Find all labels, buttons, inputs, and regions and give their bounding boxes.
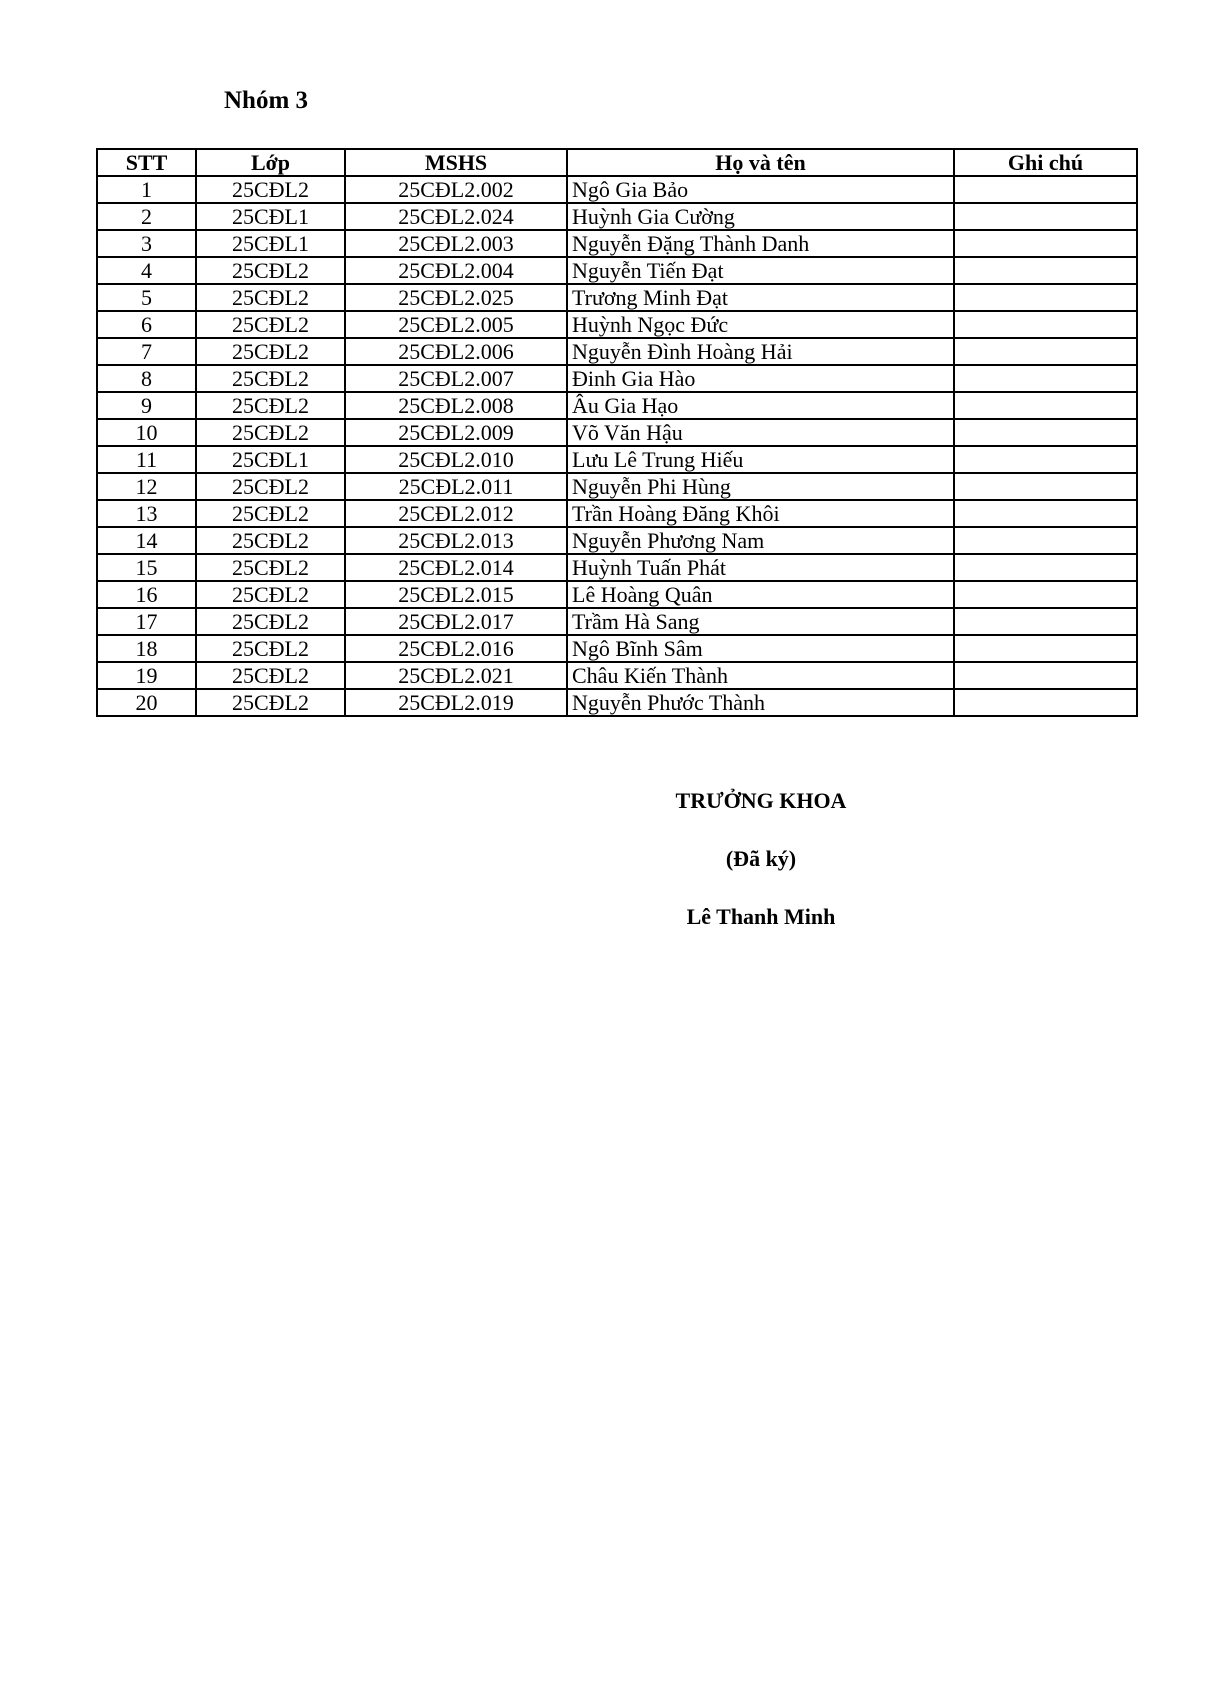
cell-note	[954, 257, 1137, 284]
cell-student-id: 25CĐL2.014	[345, 554, 567, 581]
cell-student-id: 25CĐL2.021	[345, 662, 567, 689]
cell-note	[954, 311, 1137, 338]
table-row	[97, 176, 1137, 203]
cell-class: 25CĐL2	[196, 338, 345, 365]
cell-full-name: Lưu Lê Trung Hiếu	[567, 446, 954, 473]
cell-stt: 14	[97, 527, 196, 554]
cell-note	[954, 554, 1137, 581]
table-row	[97, 608, 1137, 635]
table-row	[97, 527, 1137, 554]
cell-full-name: Lê Hoàng Quân	[567, 581, 954, 608]
cell-class: 25CĐL2	[196, 527, 345, 554]
cell-student-id: 25CĐL2.012	[345, 500, 567, 527]
table-row	[97, 473, 1137, 500]
table-row	[97, 635, 1137, 662]
table-row	[97, 392, 1137, 419]
table-row	[97, 338, 1137, 365]
table-row	[97, 662, 1137, 689]
cell-class: 25CĐL2	[196, 392, 345, 419]
cell-student-id: 25CĐL2.008	[345, 392, 567, 419]
cell-stt: 12	[97, 473, 196, 500]
cell-class: 25CĐL2	[196, 581, 345, 608]
cell-full-name: Nguyễn Phi Hùng	[567, 473, 954, 500]
cell-note	[954, 392, 1137, 419]
cell-note	[954, 338, 1137, 365]
cell-note	[954, 527, 1137, 554]
table-row	[97, 284, 1137, 311]
cell-student-id: 25CĐL2.003	[345, 230, 567, 257]
cell-student-id: 25CĐL2.007	[345, 365, 567, 392]
cell-stt: 15	[97, 554, 196, 581]
cell-class: 25CĐL2	[196, 176, 345, 203]
cell-note	[954, 500, 1137, 527]
cell-student-id: 25CĐL2.024	[345, 203, 567, 230]
cell-stt: 10	[97, 419, 196, 446]
table-row	[97, 554, 1137, 581]
cell-note	[954, 284, 1137, 311]
cell-note	[954, 230, 1137, 257]
cell-note	[954, 176, 1137, 203]
cell-full-name: Nguyễn Phương Nam	[567, 527, 954, 554]
cell-class: 25CĐL2	[196, 284, 345, 311]
header-stt: STT	[97, 149, 196, 176]
cell-full-name: Ngô Gia Bảo	[567, 176, 954, 203]
cell-class: 25CĐL1	[196, 230, 345, 257]
cell-student-id: 25CĐL2.006	[345, 338, 567, 365]
cell-full-name: Trần Hoàng Đăng Khôi	[567, 500, 954, 527]
cell-full-name: Nguyễn Tiến Đạt	[567, 257, 954, 284]
table-row	[97, 257, 1137, 284]
cell-stt: 20	[97, 689, 196, 716]
cell-stt: 7	[97, 338, 196, 365]
cell-note	[954, 635, 1137, 662]
cell-stt: 9	[97, 392, 196, 419]
cell-student-id: 25CĐL2.009	[345, 419, 567, 446]
cell-class: 25CĐL2	[196, 635, 345, 662]
cell-stt: 1	[97, 176, 196, 203]
cell-note	[954, 446, 1137, 473]
table-row	[97, 230, 1137, 257]
cell-note	[954, 662, 1137, 689]
table-row	[97, 446, 1137, 473]
header-student-id: MSHS	[345, 149, 567, 176]
cell-note	[954, 473, 1137, 500]
cell-stt: 3	[97, 230, 196, 257]
cell-class: 25CĐL2	[196, 365, 345, 392]
cell-student-id: 25CĐL2.015	[345, 581, 567, 608]
cell-full-name: Trầm Hà Sang	[567, 608, 954, 635]
cell-class: 25CĐL2	[196, 311, 345, 338]
cell-full-name: Nguyễn Phước Thành	[567, 689, 954, 716]
cell-stt: 19	[97, 662, 196, 689]
cell-stt: 5	[97, 284, 196, 311]
cell-full-name: Ngô Bĩnh Sâm	[567, 635, 954, 662]
cell-student-id: 25CĐL2.017	[345, 608, 567, 635]
cell-class: 25CĐL1	[196, 203, 345, 230]
cell-stt: 8	[97, 365, 196, 392]
cell-class: 25CĐL2	[196, 473, 345, 500]
cell-note	[954, 419, 1137, 446]
table-row	[97, 311, 1137, 338]
cell-note	[954, 608, 1137, 635]
cell-student-id: 25CĐL2.005	[345, 311, 567, 338]
cell-stt: 6	[97, 311, 196, 338]
cell-note	[954, 203, 1137, 230]
cell-class: 25CĐL1	[196, 446, 345, 473]
group-title: Nhóm 3	[224, 87, 309, 114]
table-row	[97, 500, 1137, 527]
cell-note	[954, 365, 1137, 392]
header-class: Lớp	[196, 149, 345, 176]
cell-student-id: 25CĐL2.002	[345, 176, 567, 203]
cell-full-name: Nguyễn Đình Hoàng Hải	[567, 338, 954, 365]
cell-student-id: 25CĐL2.013	[345, 527, 567, 554]
cell-stt: 16	[97, 581, 196, 608]
cell-class: 25CĐL2	[196, 662, 345, 689]
cell-class: 25CĐL2	[196, 500, 345, 527]
signature-status: (Đã ký)	[725, 846, 797, 871]
table-row	[97, 689, 1137, 716]
header-full-name: Họ và tên	[567, 149, 954, 176]
cell-full-name: Võ Văn Hậu	[567, 419, 954, 446]
cell-student-id: 25CĐL2.025	[345, 284, 567, 311]
cell-full-name: Châu Kiến Thành	[567, 662, 954, 689]
cell-student-id: 25CĐL2.004	[345, 257, 567, 284]
cell-stt: 13	[97, 500, 196, 527]
cell-full-name: Huỳnh Gia Cường	[567, 203, 954, 230]
cell-student-id: 25CĐL2.010	[345, 446, 567, 473]
table-row	[97, 419, 1137, 446]
cell-full-name: Nguyễn Đặng Thành Danh	[567, 230, 954, 257]
cell-student-id: 25CĐL2.016	[345, 635, 567, 662]
cell-note	[954, 689, 1137, 716]
cell-student-id: 25CĐL2.019	[345, 689, 567, 716]
table-header-row	[97, 149, 1137, 176]
header-note: Ghi chú	[954, 149, 1137, 176]
cell-full-name: Huỳnh Tuấn Phát	[567, 554, 954, 581]
cell-student-id: 25CĐL2.011	[345, 473, 567, 500]
table-row	[97, 581, 1137, 608]
table-row	[97, 203, 1137, 230]
cell-note	[954, 581, 1137, 608]
signer-title: TRƯỞNG KHOA	[675, 788, 847, 813]
signer-name: Lê Thanh Minh	[686, 904, 836, 929]
student-roster-table	[96, 148, 1138, 717]
cell-class: 25CĐL2	[196, 689, 345, 716]
cell-full-name: Đinh Gia Hào	[567, 365, 954, 392]
cell-full-name: Trương Minh Đạt	[567, 284, 954, 311]
cell-stt: 18	[97, 635, 196, 662]
cell-class: 25CĐL2	[196, 554, 345, 581]
cell-full-name: Âu Gia Hạo	[567, 392, 954, 419]
table-body	[97, 176, 1137, 716]
cell-full-name: Huỳnh Ngọc Đức	[567, 311, 954, 338]
cell-stt: 11	[97, 446, 196, 473]
cell-class: 25CĐL2	[196, 608, 345, 635]
cell-class: 25CĐL2	[196, 419, 345, 446]
cell-stt: 17	[97, 608, 196, 635]
table-row	[97, 365, 1137, 392]
cell-class: 25CĐL2	[196, 257, 345, 284]
signature-block	[600, 786, 922, 960]
cell-stt: 4	[97, 257, 196, 284]
cell-stt: 2	[97, 203, 196, 230]
